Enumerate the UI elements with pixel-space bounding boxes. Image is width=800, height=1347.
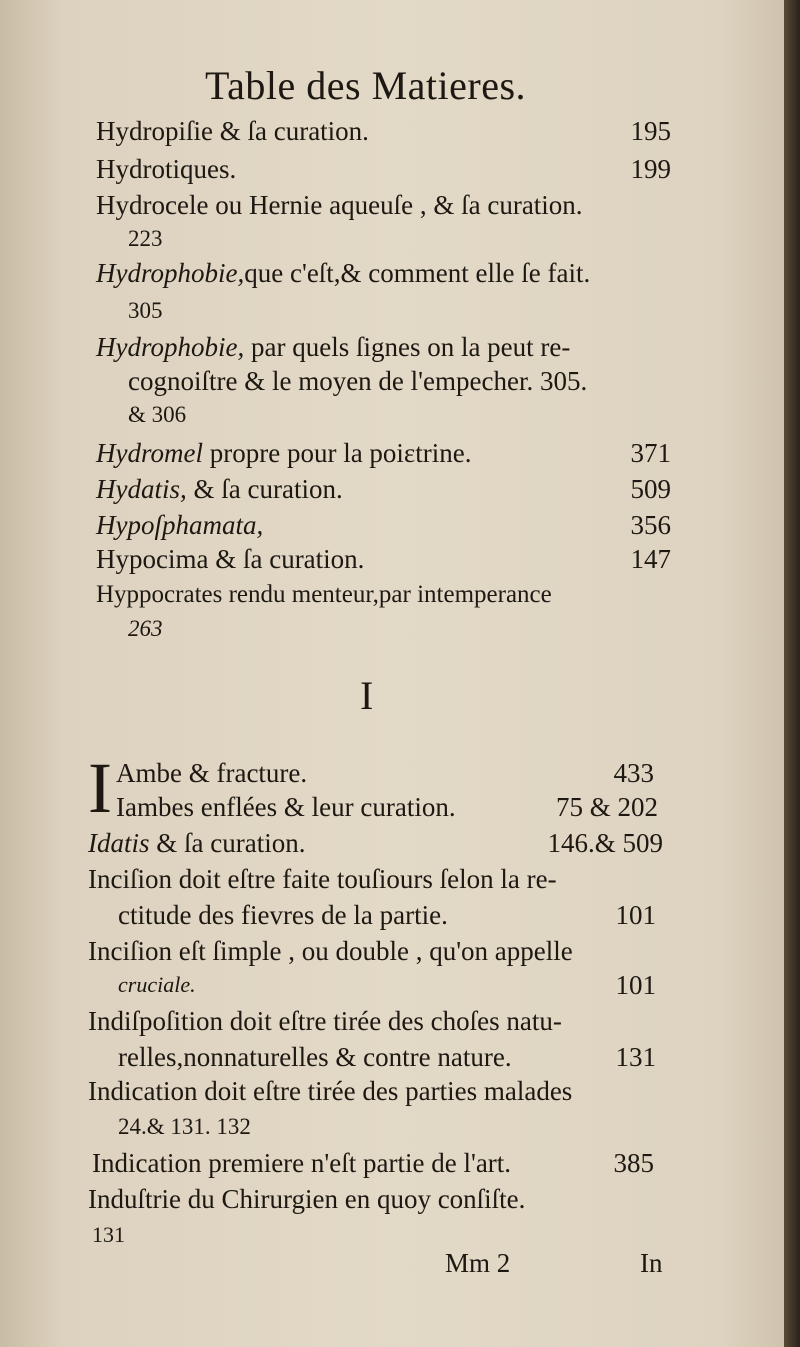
- page-ref: 509: [630, 474, 671, 504]
- page-ref: 101: [615, 970, 656, 1000]
- page-ref: 101: [615, 900, 656, 930]
- section-heading: I: [360, 673, 374, 718]
- book-edge: [784, 0, 800, 1347]
- page-ref: 195: [630, 116, 671, 146]
- page-ref: 75 & 202: [555, 792, 658, 822]
- page-ref: 147: [630, 544, 671, 574]
- drop-cap: I: [88, 748, 112, 828]
- book-page: Table des Matieres. Hydropiſie & ſa curation. 195 Hydrotiques. 199 Hydrocele ou Hernie aqueuſe , & ſa curation. 223 Hydrophobie,que c'eſt,& comment elle ſe fait. 305 Hydrophobie, par quels ſignes on la peut re- cognoiſtre & le moyen de l'empecher. 305. & 306 Hydromel propre pour la poiɛtrine. 371 Hydatis, & ſa curation. 509 Hypoſphamata, 356 Hypocima & ſa curation. 147 Hyppocrates rendu menteur,par intemperance 263 I I Ambe & fracture. 433 Iambes enflées & leur curation. 75 & 202 Idatis & ſa curation. 146.& 509 Inciſion doit eſtre faite touſiours ſelon la re- ctitude des fievres de la partie. 101 Inciſion eſt ſimple , ou double , qu'on appelle cruciale. 101 Indiſpoſition doit eſtre tirée des choſes natu- relles,nonnaturelles & contre nature. 131 Indication doit eſtre tirée des parties malades 24.& 131. 132 Indication premiere n'eſt partie de l'art. 385 Induſtrie du Chirurgien en quoy conſiſte. 131 Mm 2 In: [0, 0, 784, 1347]
- page-ref: 146.& 509: [547, 828, 663, 858]
- page-title: Table des Matieres.: [205, 63, 527, 108]
- page-ref: 385: [613, 1148, 654, 1178]
- page-ref: 199: [630, 154, 671, 184]
- page-ref: 131: [615, 1042, 656, 1072]
- signature-mark: Mm 2: [445, 1248, 511, 1278]
- page-ref: 356: [630, 510, 671, 540]
- page-ref: 371: [630, 438, 671, 468]
- catchword: In: [640, 1248, 663, 1278]
- page-ref: 433: [613, 758, 654, 788]
